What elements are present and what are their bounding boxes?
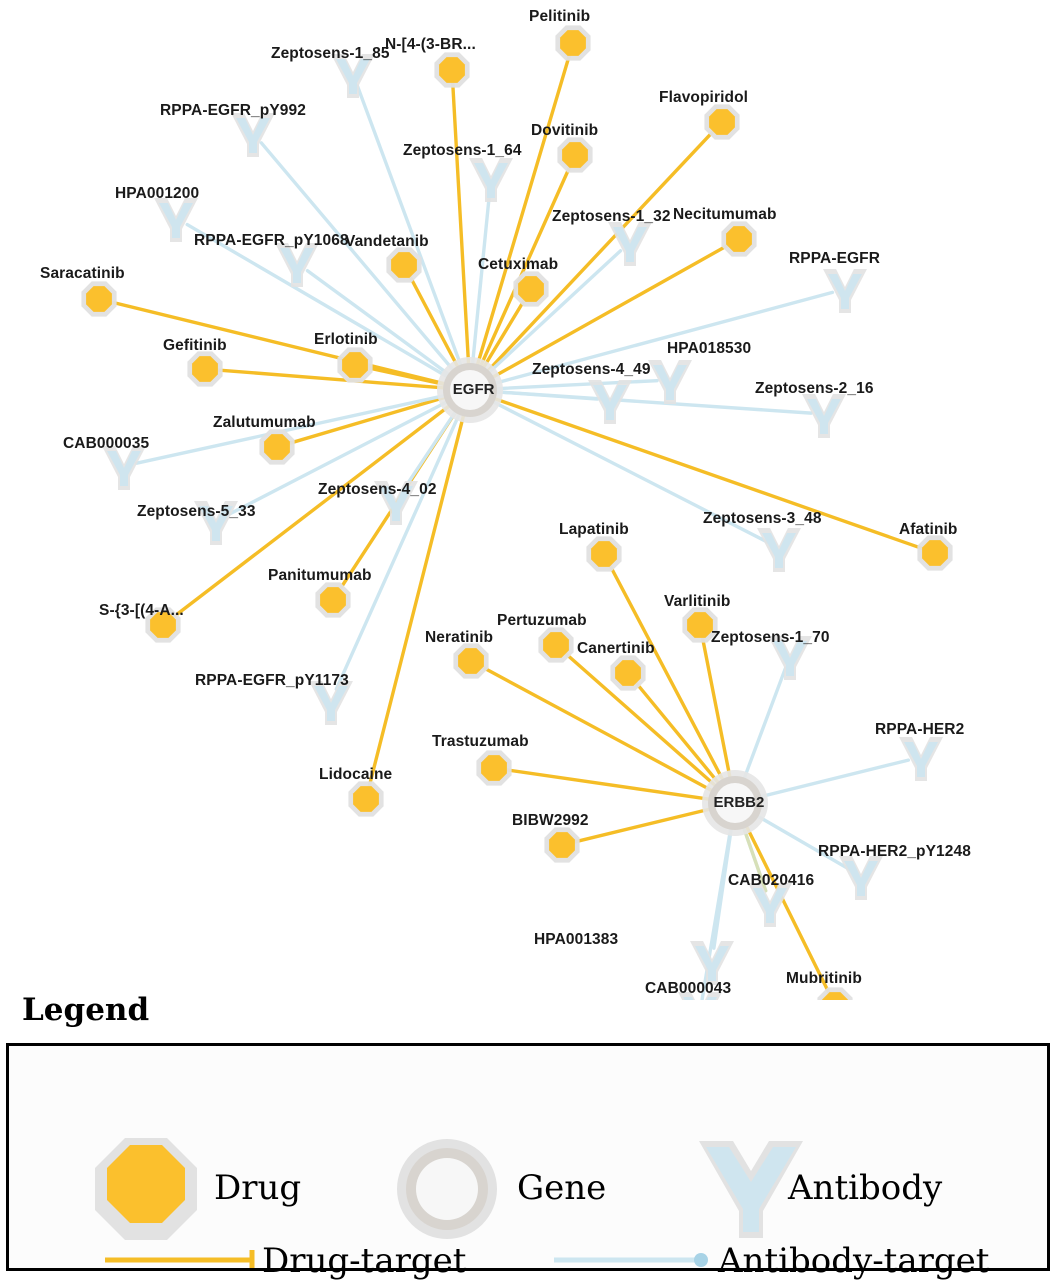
antibody-node[interactable] [899,737,943,781]
antibody-label: Zeptosens-1_32 [552,208,671,225]
drug-node[interactable] [513,271,548,306]
drug-label: Lidocaine [319,766,393,783]
antibody-node[interactable] [469,158,513,202]
drug-label: Afatinib [899,521,958,538]
drug-node[interactable] [538,627,573,662]
drug-target-edge [703,638,730,777]
drug-node[interactable] [817,987,852,1000]
drug-target-edge [575,809,709,842]
legend-gene-icon [397,1139,497,1239]
antibody-label: Zeptosens-4_49 [532,361,651,378]
antibody-label: HPA018530 [667,340,752,357]
legend-drug-target-label: Drug-target [262,1241,467,1281]
drug-node[interactable] [259,429,294,464]
drug-node[interactable] [610,655,645,690]
antibody-node[interactable] [823,269,867,313]
antibody-label: RPPA-HER2 [875,721,965,738]
drug-label: Lapatinib [559,521,629,538]
legend-box [6,1043,1050,1281]
drug-label: Pertuzumab [497,612,587,629]
antibody-label: Zeptosens-4_02 [318,481,437,498]
antibody-node[interactable] [757,528,801,572]
drug-label: Trastuzumab [432,733,529,750]
legend-antibody-label: Antibody [788,1168,943,1208]
antibody-target-edge [761,760,908,796]
drug-label: Varlitinib [664,593,731,610]
drug-label: Vandetanib [345,233,429,250]
antibody-label: CAB000035 [63,435,150,452]
drug-label: Canertinib [577,640,655,657]
antibody-target-edge [307,271,448,374]
antibody-target-edge [336,415,459,689]
drug-node[interactable] [81,281,116,316]
legend-title: Legend [22,992,150,1028]
drug-node[interactable] [555,25,590,60]
gene-label: EGFR [452,381,495,398]
drug-node[interactable] [721,221,756,256]
drug-node[interactable] [386,247,421,282]
drug-node[interactable] [315,582,350,617]
drug-label: Saracatinib [40,265,125,282]
antibody-label: Zeptosens-1_85 [271,45,390,62]
antibody-target-edge [358,86,461,364]
drug-label: Gefitinib [163,337,227,354]
antibody-target-edge [744,668,785,778]
drug-node[interactable] [704,104,739,139]
antibody-label: Zeptosens-1_70 [711,629,830,646]
antibody-label: HPA001200 [115,185,200,202]
drug-node[interactable] [187,351,222,386]
legend-svg [9,1046,1047,1268]
drug-label: N-[4-(3-BR... [385,36,476,53]
antibody-label: RPPA-HER2_pY1248 [818,843,971,860]
antibody-label: CAB020416 [728,872,815,889]
gene-label: ERBB2 [713,794,765,811]
drug-target-edge [636,683,718,782]
legend-gene-label: Gene [517,1168,607,1208]
legend-drug-icon [95,1138,197,1268]
antibody-label: Zeptosens-3_48 [703,510,822,527]
legend-drug-label: Drug [214,1168,302,1208]
drug-label: S-{3-[(4-A... [99,602,184,619]
drug-label: Pelitinib [529,8,591,25]
drug-node[interactable] [337,347,372,382]
drug-node[interactable] [586,536,621,571]
drug-node[interactable] [544,827,579,862]
drug-node[interactable] [476,750,511,785]
antibody-label: Zeptosens-5_33 [137,503,256,520]
antibody-label: RPPA-EGFR_pY1173 [195,672,349,689]
drug-label: Necitumumab [673,206,777,223]
antibody-label: RPPA-EGFR_pY1068 [194,232,349,249]
antibody-node[interactable] [154,198,198,242]
drug-label: Cetuximab [478,256,559,273]
antibody-label: RPPA-EGFR [789,250,881,267]
drug-label: Neratinib [425,629,494,646]
drug-label: Dovitinib [531,122,599,139]
legend-antibody-target-label: Antibody-target [718,1241,990,1281]
drug-target-edge [112,302,444,383]
drug-label: BIBW2992 [512,812,589,829]
drug-label: Flavopiridol [659,89,749,106]
drug-label: Mubritinib [786,970,862,987]
legend-drug-target-edge [105,1250,254,1268]
antibody-node[interactable] [802,394,846,438]
drug-label: Panitumumab [268,567,372,584]
antibody-node[interactable] [608,222,652,266]
legend-antibody-target-edge [554,1253,708,1267]
drug-target-edge [218,370,443,388]
drug-node[interactable] [557,137,592,172]
antibody-node[interactable] [839,856,883,900]
drug-node[interactable] [917,535,952,570]
drug-node[interactable] [453,643,488,678]
antibody-label: HPA001383 [534,931,619,948]
antibody-label: CAB000043 [645,980,732,997]
drug-target-edge [453,83,469,363]
drug-label: Zalutumumab [213,414,316,431]
antibody-label: RPPA-EGFR_pY992 [160,102,306,119]
antibody-target-edge [497,381,657,389]
drug-node[interactable] [434,52,469,87]
antibody-label: Zeptosens-1_64 [403,142,522,159]
drug-node[interactable] [348,781,383,816]
antibody-label: Zeptosens-2_16 [755,380,874,397]
drug-label: Erlotinib [314,331,378,348]
